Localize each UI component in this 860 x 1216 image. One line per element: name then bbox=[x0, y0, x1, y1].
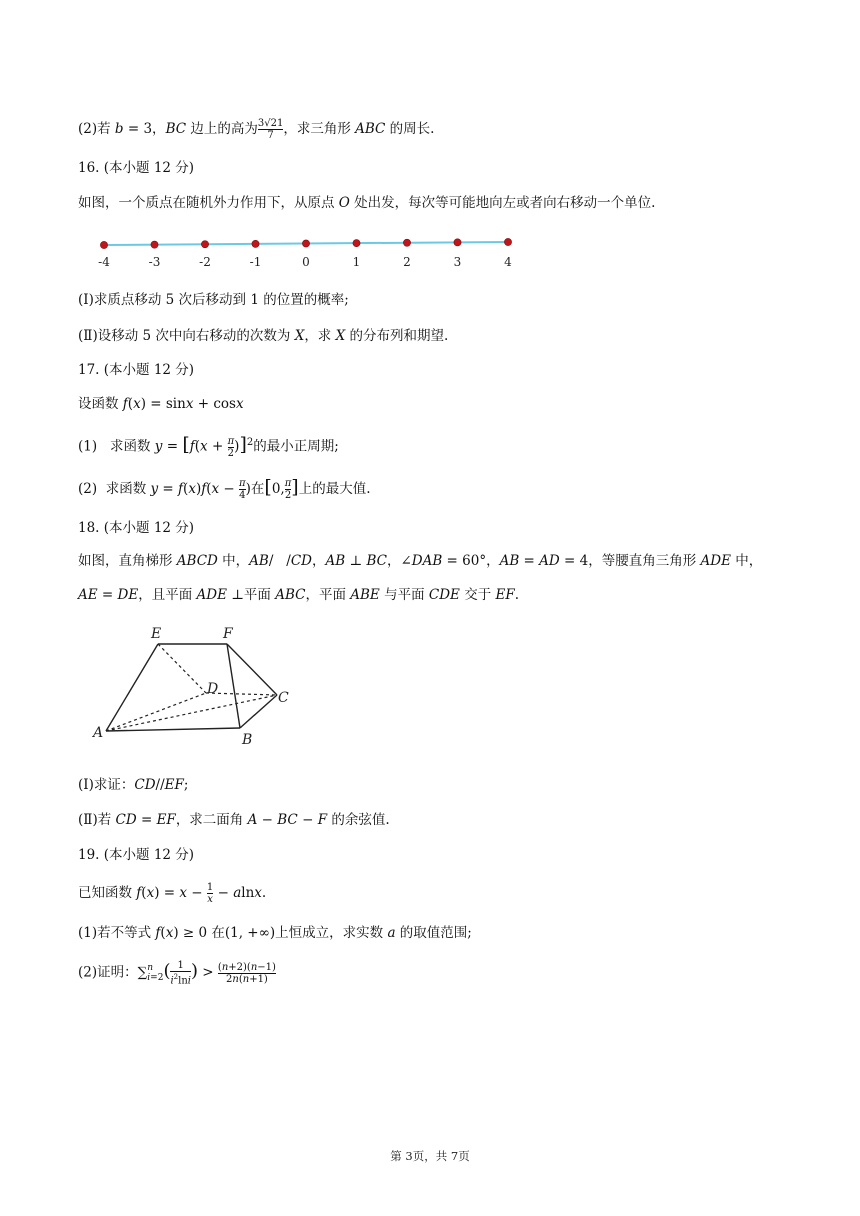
q19-stem: 已知函数 f(x) = x − $\frac{1}{x}$ − alnx. bbox=[78, 882, 267, 905]
q19-part2: (2)证明：∑ n i=2 ( $\frac{1}{i^2\ln i}$ ) > $\frac{(n+2)(n-1)}{2n(n+1)}$ bbox=[78, 960, 276, 987]
edge-AD bbox=[106, 693, 206, 731]
number-line-point bbox=[454, 239, 461, 246]
q18-part1: (Ⅰ)求证：CD//EF; bbox=[78, 777, 189, 793]
number-line-tick-label: 3 bbox=[453, 255, 462, 269]
number-line-figure bbox=[90, 232, 530, 274]
number-line-point bbox=[504, 238, 511, 245]
number-line-point bbox=[100, 241, 107, 248]
number-line-tick-label: 4 bbox=[504, 255, 512, 269]
label-B: B bbox=[242, 732, 253, 748]
edge-BC bbox=[240, 695, 277, 728]
q17-stem: 设函数 f(x) = sinx + cosx bbox=[78, 396, 244, 412]
q17-title: 17. (本小题 12 分) bbox=[78, 362, 195, 378]
q17-part2: (2) 求函数 y = f(x)f(x − $\frac{\pi}{4}$ )在[0, $\frac{\pi}{2}$ ]上的最大值. bbox=[78, 476, 371, 501]
number-line-tick-label: -1 bbox=[249, 255, 262, 269]
q16-title: 16. (本小题 12 分) bbox=[78, 160, 195, 176]
number-line-tick-label: 2 bbox=[403, 255, 411, 269]
q16-part1: (Ⅰ)求质点移动 5 次后移动到 1 的位置的概率; bbox=[78, 292, 349, 308]
q15-part2-line: (2)若 b = 3，BC 边上的高为 $\frac{3√21}{7}$ ，求三角形 ABC 的周长. bbox=[78, 118, 435, 141]
label-A: A bbox=[93, 725, 104, 741]
edge-AB bbox=[106, 728, 240, 731]
label-E: E bbox=[151, 626, 162, 642]
number-line-point bbox=[151, 241, 158, 248]
q19-part1: (1)若不等式 f(x) ≥ 0 在(1, +∞)上恒成立，求实数 a 的取值范围; bbox=[78, 925, 472, 941]
number-line-point bbox=[302, 240, 309, 247]
q17-part1: (1) 求函数 y = [f(x + $\frac{\pi}{2}$ )]$^2$的最小正周期; bbox=[78, 433, 339, 459]
number-line-point bbox=[403, 239, 410, 246]
label-C: C bbox=[278, 690, 289, 706]
number-line-point bbox=[252, 240, 259, 247]
number-line-tick-labels bbox=[98, 255, 512, 269]
q16-part2: (Ⅱ)设移动 5 次中向右移动的次数为 X，求 X 的分布列和期望. bbox=[78, 328, 449, 344]
page-footer: 第 3页，共 7页 bbox=[390, 1149, 470, 1163]
label-F: F bbox=[223, 626, 233, 642]
q19-title: 19. (本小题 12 分) bbox=[78, 847, 195, 863]
number-line-points bbox=[100, 238, 511, 248]
q18-part2: (Ⅱ)若 CD = EF，求二面角 A − BC − F 的余弦值. bbox=[78, 812, 390, 828]
label-D: D bbox=[207, 681, 219, 697]
number-line-tick-label: -3 bbox=[148, 255, 161, 269]
edge-AE bbox=[106, 644, 158, 731]
q16-stem: 如图，一个质点在随机外力作用下，从原点 O 处出发，每次等可能地向左或者向右移动一个单位. bbox=[78, 195, 656, 211]
number-line-tick-label: 1 bbox=[352, 255, 361, 269]
edge-ED bbox=[158, 644, 206, 693]
number-line-point bbox=[201, 241, 208, 248]
q18-stem1: 如图，直角梯形 ABCD 中，AB/ /CD，AB ⊥ BC，∠DAB = 60°，AB = AD = 4，等腰直角三角形 ADE 中， bbox=[78, 553, 763, 569]
number-line-point bbox=[353, 240, 360, 247]
number-line-tick-label: 0 bbox=[302, 255, 310, 269]
edge-FC bbox=[227, 644, 277, 695]
edge-AC bbox=[106, 695, 277, 731]
number-line-tick-label: -4 bbox=[98, 255, 110, 269]
number-line-tick-label: -2 bbox=[199, 255, 211, 269]
trapezoid-solid-figure bbox=[90, 622, 300, 752]
edge-FB bbox=[227, 644, 240, 728]
q18-title: 18. (本小题 12 分) bbox=[78, 520, 195, 536]
q18-stem2: AE = DE，且平面 ADE ⊥平面 ABC，平面 ABE 与平面 CDE 交于 EF. bbox=[78, 587, 520, 603]
